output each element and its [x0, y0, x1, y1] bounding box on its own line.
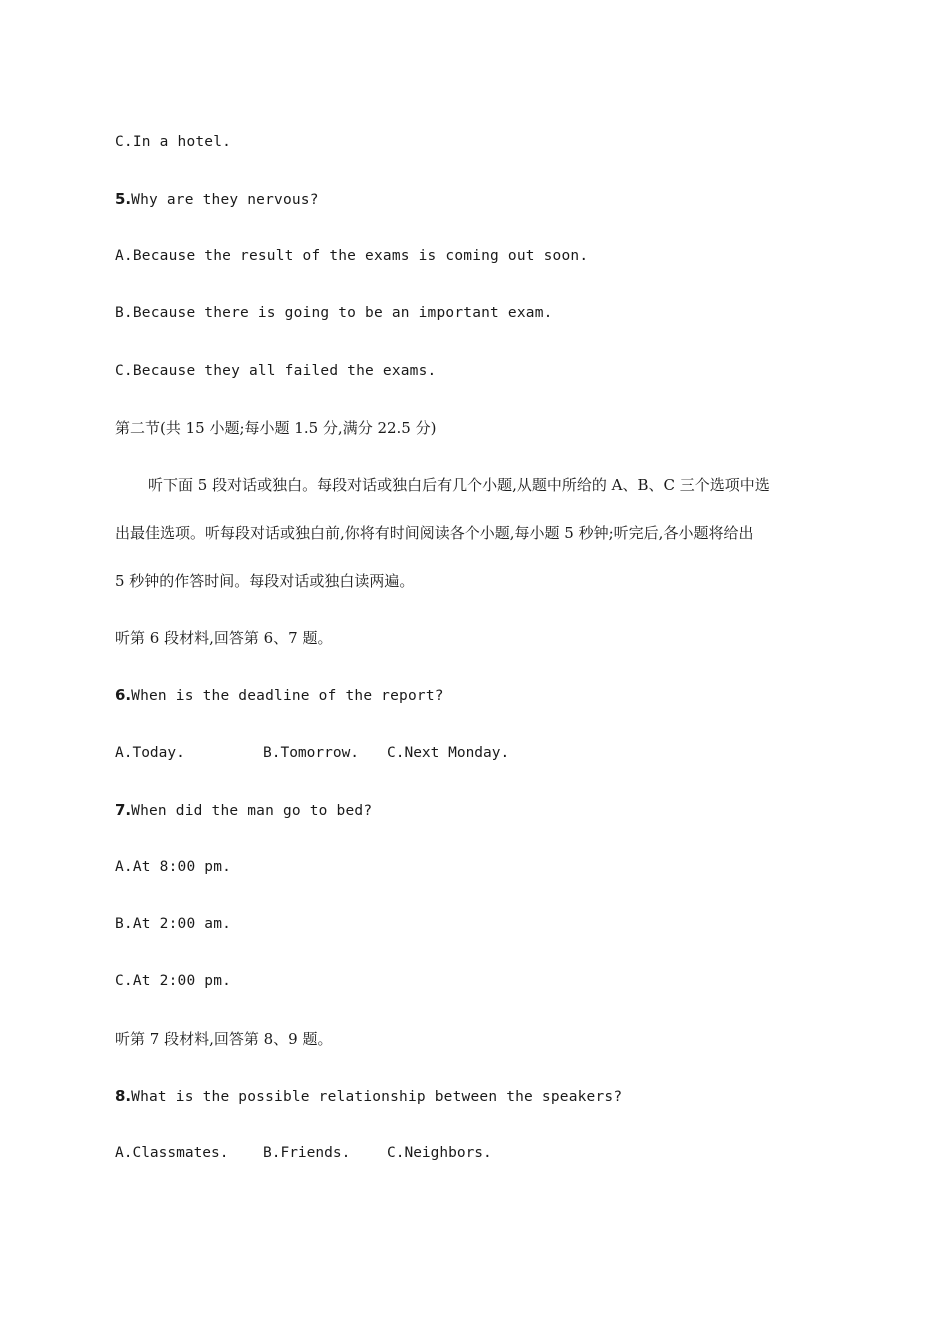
q8-option-b: B.Friends. [263, 1145, 351, 1161]
question-number: 6. [115, 686, 132, 704]
question-text: When is the deadline of the report? [131, 688, 444, 704]
instructions-line-3: 5 秒钟的作答时间。每段对话或独白读两遍。 [115, 572, 415, 590]
instructions-line-1: 听下面 5 段对话或独白。每段对话或独白后有几个小题,从题中所给的 A、B、C 三个选项中选 [148, 476, 770, 494]
q8-option-c: C.Neighbors. [387, 1145, 492, 1161]
q8-option-a: A.Classmates. [115, 1145, 229, 1161]
question-text: When did the man go to bed? [131, 803, 373, 819]
instructions-line-2: 出最佳选项。听每段对话或独白前,你将有时间阅读各个小题,每小题 5 秒钟;听完后,各小题将给出 [115, 524, 754, 542]
q7-option-c: C.At 2:00 pm. [115, 973, 232, 989]
q5-option-b: B.Because there is going to be an important exam. [115, 305, 553, 321]
question-number: 7. [115, 801, 132, 819]
question-7 [115, 800, 372, 821]
material-7-heading: 听第 7 段材料,回答第 8、9 题。 [115, 1030, 333, 1048]
q6-option-a: A.Today. [115, 745, 185, 761]
question-number: 8. [115, 1087, 132, 1105]
q4-option-c: C.In a hotel. [115, 134, 232, 150]
question-8 [115, 1086, 622, 1107]
q5-option-a: A.Because the result of the exams is coming out soon. [115, 248, 589, 264]
question-5 [115, 189, 319, 210]
question-number: 5. [115, 190, 132, 208]
q7-option-a: A.At 8:00 pm. [115, 859, 232, 875]
question-text: Why are they nervous? [131, 192, 319, 208]
section-2-title: 第二节(共 15 小题;每小题 1.5 分,满分 22.5 分) [115, 419, 437, 437]
q6-option-b: B.Tomorrow. [263, 745, 360, 761]
q7-option-b: B.At 2:00 am. [115, 916, 232, 932]
q6-option-c: C.Next Monday. [387, 745, 510, 761]
question-text: What is the possible relationship between the speakers? [131, 1089, 623, 1105]
q5-option-c: C.Because they all failed the exams. [115, 363, 437, 379]
material-6-heading: 听第 6 段材料,回答第 6、7 题。 [115, 629, 333, 647]
question-6 [115, 685, 444, 706]
